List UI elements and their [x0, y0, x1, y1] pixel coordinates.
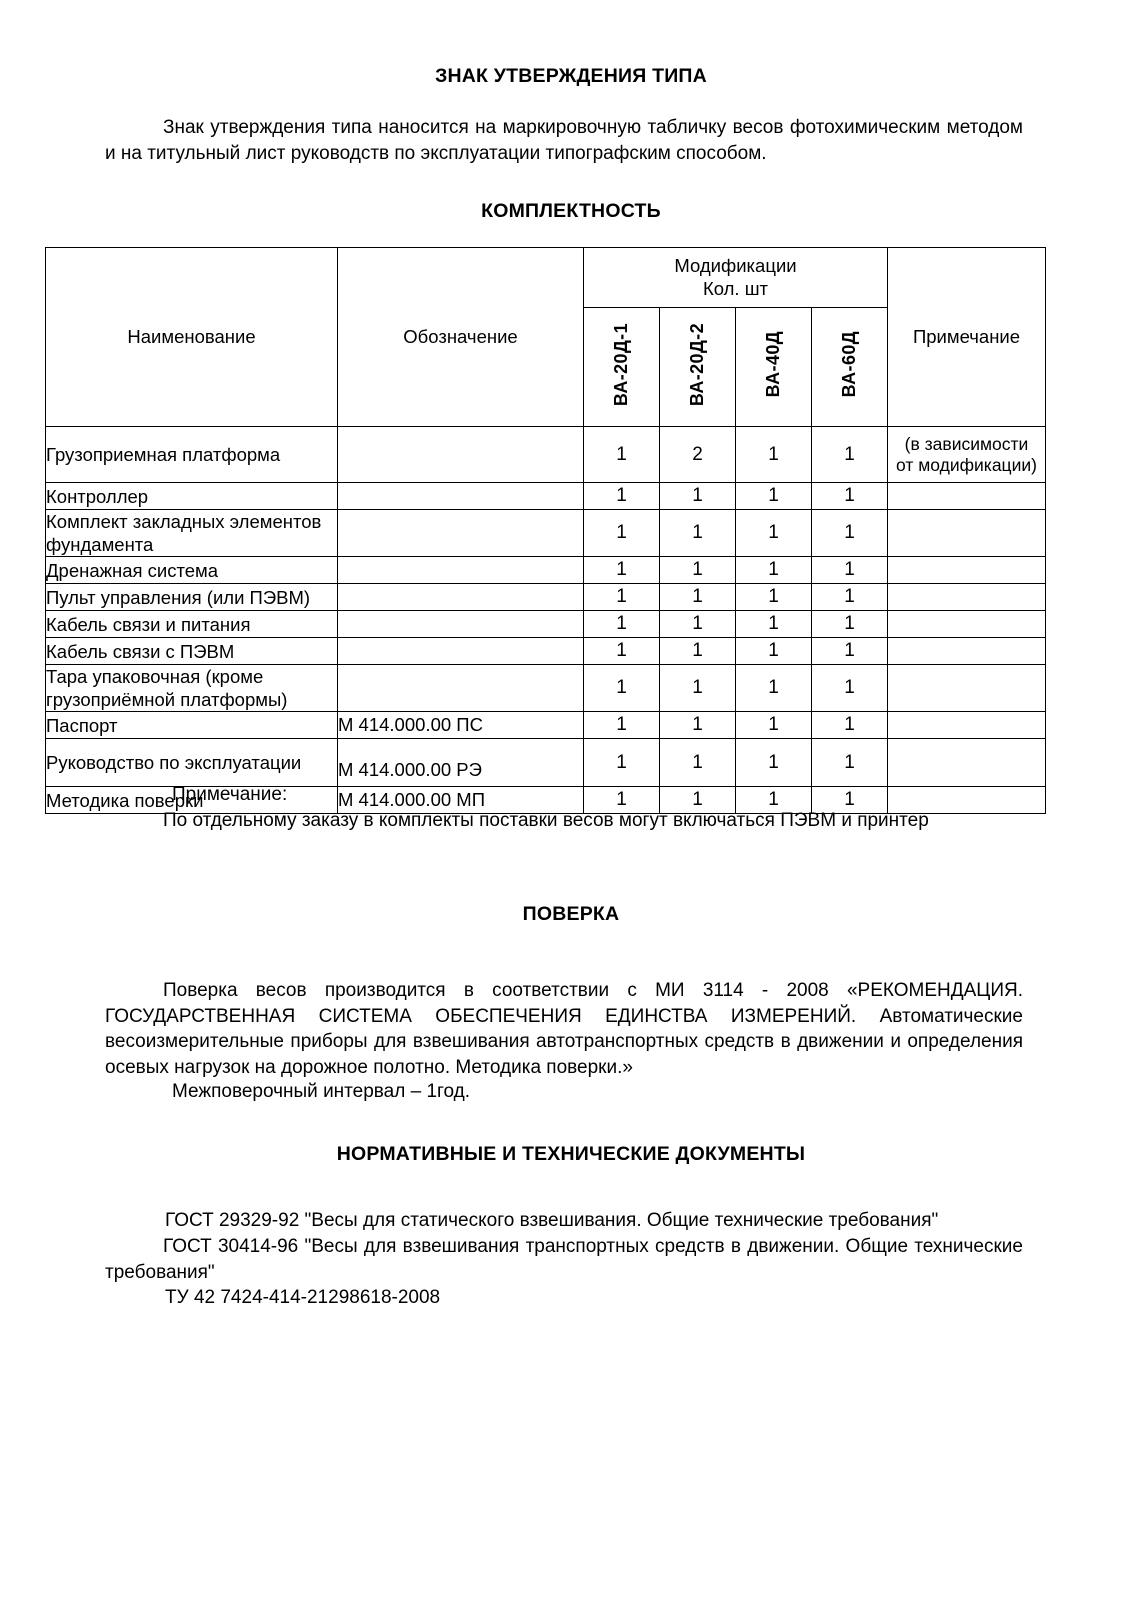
- row-qty-va20d2: 1: [660, 712, 736, 739]
- row-qty-va20d1: 1: [584, 584, 660, 611]
- row-note: [888, 510, 1046, 557]
- row-qty-va60d: 1: [812, 510, 888, 557]
- modifications-label: Модификации: [674, 255, 797, 276]
- model-label: ВА-20Д-2: [687, 322, 707, 407]
- row-name: Грузоприемная платформа: [46, 427, 338, 483]
- row-designation: [338, 665, 584, 712]
- row-name: Паспорт: [46, 712, 338, 739]
- row-name: Дренажная система: [46, 557, 338, 584]
- row-qty-va40d: 1: [736, 427, 812, 483]
- row-qty-va20d2: 1: [660, 483, 736, 510]
- row-qty-va40d: 1: [736, 611, 812, 638]
- model-label: ВА-40Д: [763, 331, 783, 398]
- row-note: [888, 584, 1046, 611]
- row-designation: [338, 584, 584, 611]
- row-qty-va20d1: 1: [584, 712, 660, 739]
- quantity-unit-label: Кол. шт: [702, 278, 769, 299]
- row-qty-va40d: 1: [736, 665, 812, 712]
- column-header-note: Примечание: [888, 248, 1046, 427]
- row-designation: М 414.000.00 МП: [338, 787, 584, 814]
- model-label: ВА-60Д: [839, 331, 859, 398]
- row-qty-va20d2: 2: [660, 427, 736, 483]
- row-qty-va60d: 1: [812, 787, 888, 814]
- row-qty-va40d: 1: [736, 557, 812, 584]
- row-name: Кабель связи и питания: [46, 611, 338, 638]
- row-designation: [338, 510, 584, 557]
- table-row: [46, 739, 1046, 787]
- row-designation: [338, 557, 584, 584]
- table-row: [46, 611, 1046, 638]
- row-note-line-2: от модификации): [896, 454, 1037, 475]
- row-designation: [338, 427, 584, 483]
- completeness-table: [45, 247, 1046, 814]
- verification-interval: Межповерочный интервал – 1год.: [172, 1081, 471, 1102]
- row-qty-va20d2: 1: [660, 665, 736, 712]
- row-qty-va20d2: 1: [660, 611, 736, 638]
- row-qty-va40d: 1: [736, 584, 812, 611]
- row-qty-va60d: 1: [812, 611, 888, 638]
- table-row: [46, 510, 1046, 557]
- row-note: [888, 638, 1046, 665]
- row-qty-va20d1: 1: [584, 739, 660, 787]
- row-qty-va40d: 1: [736, 739, 812, 787]
- row-qty-va20d1: 1: [584, 483, 660, 510]
- row-qty-va20d2: 1: [660, 638, 736, 665]
- row-note: [888, 712, 1046, 739]
- document-item-tu-42: ТУ 42 7424-414-21298618-2008: [165, 1287, 441, 1308]
- row-qty-va40d: 1: [736, 510, 812, 557]
- row-name: Тара упаковочная (кроме грузоприёмной платформы): [46, 665, 338, 712]
- row-name: Руководство по эксплуатации: [46, 739, 338, 787]
- row-name: Контроллер: [46, 483, 338, 510]
- row-designation: М 414.000.00 РЭ: [338, 739, 584, 787]
- column-header-model-va20d2: [660, 308, 736, 427]
- row-qty-va20d1: 1: [584, 427, 660, 483]
- table-row: [46, 584, 1046, 611]
- row-qty-va40d: 1: [736, 483, 812, 510]
- table-row: [46, 712, 1046, 739]
- row-name: Комплект закладных элементов фундамента: [46, 510, 338, 557]
- table-header-row-1: [46, 248, 1046, 308]
- section-heading-completeness: КОМПЛЕКТНОСТЬ: [481, 200, 661, 222]
- table-header: [46, 248, 1046, 427]
- row-designation: М 414.000.00 ПС: [338, 712, 584, 739]
- column-header-name: Наименование: [46, 248, 338, 427]
- row-qty-va20d1: 1: [584, 510, 660, 557]
- column-header-model-va60d: [812, 308, 888, 427]
- table-row: [46, 638, 1046, 665]
- row-note: [888, 665, 1046, 712]
- row-qty-va60d: 1: [812, 712, 888, 739]
- table-note-text: По отдельному заказу в комплекты поставки весов могут включаться ПЭВМ и принтер: [163, 810, 929, 831]
- section-heading-verification: ПОВЕРКА: [522, 903, 620, 925]
- table-row: [46, 483, 1046, 510]
- column-header-model-va40d: [736, 308, 812, 427]
- row-note-line-1: (в зависимости: [904, 433, 1029, 454]
- section-heading-type-mark: ЗНАК УТВЕРЖДЕНИЯ ТИПА: [435, 65, 707, 87]
- row-qty-va60d: 1: [812, 584, 888, 611]
- row-qty-va60d: 1: [812, 638, 888, 665]
- row-qty-va60d: 1: [812, 665, 888, 712]
- model-label: ВА-20Д-1: [611, 322, 631, 407]
- row-qty-va60d: 1: [812, 557, 888, 584]
- row-qty-va20d2: 1: [660, 739, 736, 787]
- row-qty-va20d1: 1: [584, 665, 660, 712]
- row-qty-va20d1: 1: [584, 611, 660, 638]
- row-qty-va40d: 1: [736, 787, 812, 814]
- column-header-model-va20d1: [584, 308, 660, 427]
- row-name: Методика поверки: [46, 787, 338, 814]
- table-row: [46, 665, 1046, 712]
- row-qty-va60d: 1: [812, 427, 888, 483]
- type-mark-paragraph: Знак утверждения типа наносится на маркировочную табличку весов фотохимическим методом и на титульный лист руководств по эксплуатации типографским способом.: [105, 117, 1023, 164]
- row-note: [888, 611, 1046, 638]
- row-qty-va20d2: 1: [660, 584, 736, 611]
- row-qty-va40d: 1: [736, 638, 812, 665]
- column-header-designation: Обозначение: [338, 248, 584, 427]
- row-name: Кабель связи с ПЭВМ: [46, 638, 338, 665]
- row-note: [888, 739, 1046, 787]
- row-qty-va20d1: 1: [584, 787, 660, 814]
- row-designation: [338, 483, 584, 510]
- row-name: Пульт управления (или ПЭВМ): [46, 584, 338, 611]
- row-qty-va20d2: 1: [660, 510, 736, 557]
- table-row: [46, 427, 1046, 483]
- row-qty-va40d: 1: [736, 712, 812, 739]
- row-qty-va20d2: 1: [660, 787, 736, 814]
- row-note: [888, 427, 1046, 483]
- column-header-modifications-group: [584, 248, 888, 308]
- row-note: [888, 557, 1046, 584]
- document-item-gost-29329: ГОСТ 29329-92 "Весы для статического взвешивания. Общие технические требования": [165, 1210, 939, 1231]
- table-body: [46, 427, 1046, 814]
- row-designation: [338, 611, 584, 638]
- section-heading-documents: НОРМАТИВНЫЕ И ТЕХНИЧЕСКИЕ ДОКУМЕНТЫ: [336, 1143, 806, 1165]
- row-designation: [338, 638, 584, 665]
- row-qty-va20d1: 1: [584, 638, 660, 665]
- verification-paragraph: Поверка весов производится в соответствии с МИ 3114 - 2008 «РЕКОМЕНДАЦИЯ. ГОСУДАРСТВЕННАЯ СИСТЕМА ОБЕСПЕЧЕНИЯ ЕДИНСТВА ИЗМЕРЕНИЙ. Автоматические весоизмерительные приборы для взвешивания автотранспортных средств в движении и определения осевых нагрузок на дорожное полотно. Методика поверки.»: [105, 980, 1023, 1078]
- row-qty-va60d: 1: [812, 483, 888, 510]
- document-item-gost-30414: ГОСТ 30414-96 "Весы для взвешивания транспортных средств в движении. Общие технические требования": [105, 1236, 1023, 1283]
- row-qty-va20d2: 1: [660, 557, 736, 584]
- table-note-label: Примечание:: [172, 784, 288, 805]
- row-qty-va60d: 1: [812, 739, 888, 787]
- row-note: [888, 483, 1046, 510]
- row-qty-va20d1: 1: [584, 557, 660, 584]
- table-row: [46, 557, 1046, 584]
